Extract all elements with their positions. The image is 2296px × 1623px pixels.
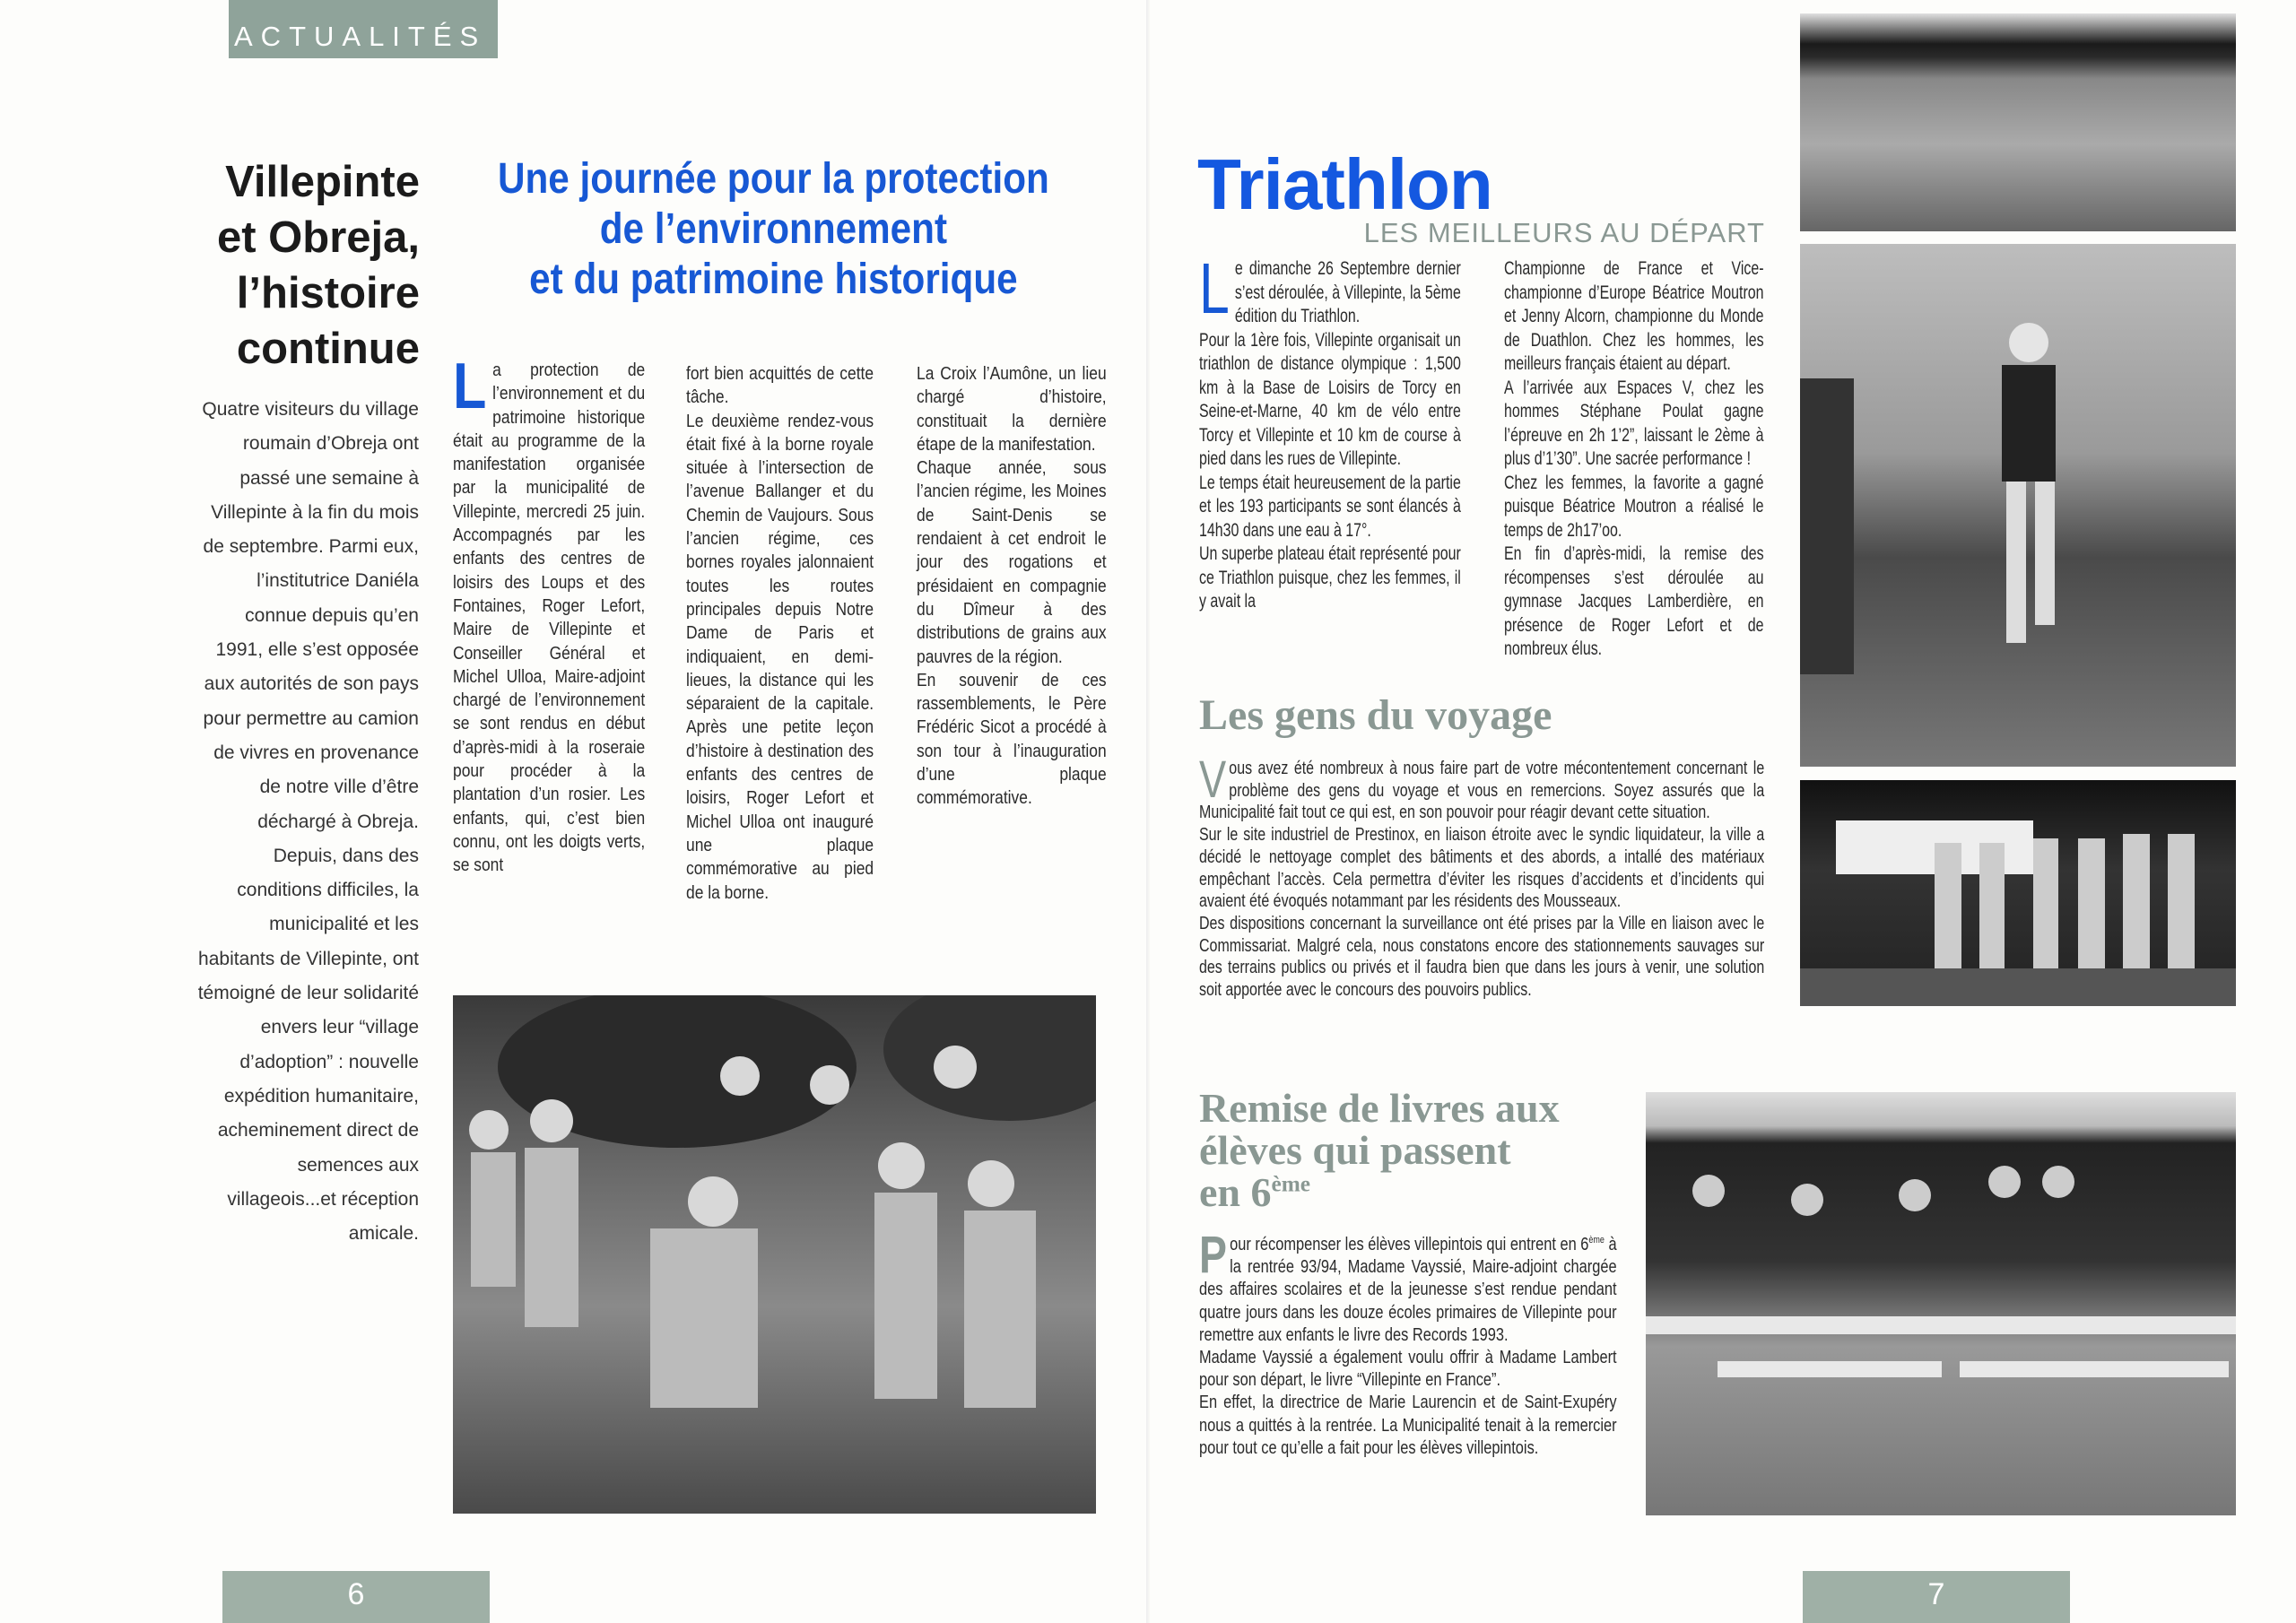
paragraph: Un superbe plateau était représenté pour ce Triathlon puisque, chez les femmes, il y avait la — [1199, 543, 1461, 612]
paragraph: La Croix l’Aumône, un lieu chargé d’histoire, constituait la dernière étape de la manifestation. — [917, 363, 1107, 455]
environment-col-2 — [686, 362, 874, 905]
paragraph: ous avez été nombreux à nous faire part de votre mécontentement concernant le problème des gens du voyage et vous en remercions. Soyez assurés que la Municipalité fait tout ce qui est, en son pouvoir pour réagir devant cette situation. — [1199, 758, 1765, 823]
page-number-left: 6 — [222, 1571, 490, 1623]
paragraph: e dimanche 26 Septembre dernier s’est déroulée, à Villepinte, la 5ème édition du Triathlon. — [1234, 258, 1461, 326]
title-line — [1199, 1171, 1560, 1213]
triathlon-col-1 — [1199, 248, 1461, 614]
voyage-title: Les gens du voyage — [1199, 691, 1552, 739]
paragraph: A l’arrivée aux Espaces V, chez les hommes Stéphane Poulat gagne l’épreuve en 2h 1’2”, laissant le 2ème à plus d’1’30”. Une sacrée performance ! — [1504, 377, 1764, 469]
paragraph: Championne de France et Vice-championne d’Europe Béatrice Moutron et Jenny Alcorn, championne du Monde de Duathlon. Chez les hommes, les meilleurs français étaient au départ. — [1504, 258, 1764, 374]
paragraph: Depuis, dans des conditions difficiles, la municipalité et les habitants de Villepinte, ont témoigné de leur solidarité envers leur “village d’adoption” : nouvelle expédition humanitaire, acheminement direct de semences aux villageois...et réception amicale. — [197, 845, 419, 1245]
paragraph: Chez les femmes, la favorite a gagné puisque Béatrice Moutron a réalisé le temps de 2h17’oo. — [1504, 472, 1764, 541]
page-gutter — [1146, 0, 1150, 1623]
superscript: ème — [1271, 1171, 1311, 1197]
environment-title — [444, 154, 1103, 305]
drop-cap: L — [1199, 248, 1230, 328]
superscript: ème — [1588, 1235, 1605, 1246]
paragraph: Le temps était heureusement de la partie et les 193 participants se sont élancés à 14h30 dans une eau à 17°. — [1199, 472, 1461, 541]
paragraph: fort bien acquittés de cette tâche. — [686, 363, 874, 408]
drop-cap: L — [453, 351, 487, 422]
tree-planting-photo — [453, 995, 1096, 1514]
paragraph: Pour la 1ère fois, Villepinte organisait un triathlon de distance olympique : 1,500 km à la Base de Loisirs de Torcy en Seine-et-Marne, 40 km de vélo entre Torcy et Villepinte et 10 km de course à pied dans les rues de Villepinte. — [1199, 329, 1461, 469]
paragraph: Madame Vayssié a également voulu offrir à Madame Lambert pour son départ, le livre “Villepinte en France”. — [1199, 1347, 1617, 1391]
paragraph: Sur le site industriel de Prestinox, en liaison étroite avec le syndic liquidateur, la ville a décidé le nettoyage complet des bâtiments et des abords, a intallé des matériaux empêchant l’accès. Cela permettra d’éviter les risques d’accidents et d’incidents qui avaient été évoqués notammant par les résidents des Mousseaux. — [1199, 824, 1765, 912]
title-line: l’histoire — [236, 269, 420, 317]
paragraph: a protection de l’environnement et du patrimoine historique était au programme de la manifestation organisée par la municipalité de Villepinte, mercredi 25 juin. Accompagnés par les enfants des centres de loisirs des Loups et des Fontaines, Roger Lefort, Maire de Villepinte et Conseiller Général et Michel Ulloa, Maire-adjoint chargé de l’environnement se sont rendus en début d’après-midi à la roseraie pour procéder à la plantation d’un rosier. Les enfants, qui, c’est bien connu, ont les doigts verts, se sont — [453, 360, 646, 876]
title-line: Remise de livres aux — [1199, 1085, 1560, 1131]
livres-title — [1199, 1087, 1560, 1213]
paragraph: Chaque année, sous l’ancien régime, les Moines de Saint-Denis se rendaient à cet endroit le jour des rogations et présidaient en compagnie du Dîmeur à des distributions de grains aux pauvres de la région. — [917, 457, 1107, 667]
classroom-photo — [1646, 1092, 2236, 1515]
title-line: élèves qui passent — [1199, 1127, 1511, 1173]
paragraph: Le deuxième rendez-vous était fixé à la borne royale située à l’intersection de l’avenue Ballanger et du Chemin de Vaujours. Sous l’ancien régime, ces bornes royales jalonnaient toutes les routes principales depuis Notre Dame de Paris et indiquaient, en demi-lieues, la distance qui les séparaient de la capitale. Après une petite leçon d’histoire à destination des enfants des centres de loisirs, Roger Lefort et Michel Ulloa ont inauguré une plaque commémorative au pied de la borne. — [686, 410, 874, 903]
triathlon-title: Triathlon — [1197, 144, 1492, 224]
paragraph: En fin d’après-midi, la remise des récompenses s’est déroulée au gymnase Jacques Lamberdière, en présence de Roger Lefort et de nombreux élus. — [1504, 543, 1764, 659]
page-number-right: 7 — [1803, 1571, 2070, 1623]
section-header: ACTUALITÉS — [229, 0, 498, 58]
voyage-text — [1199, 751, 1765, 1002]
obreja-text — [193, 393, 419, 1251]
paragraph: Quatre visiteurs du village roumain d’Obreja ont passé une semaine à Villepinte à la fin du mois de septembre. Parmi eux, l’institutrice Daniéla connue depuis qu’en 1991, elle s’est opposée aux autorités de son pays pour permettre au camion de vivres en provenance de notre ville d’être déchargé à Obreja. — [202, 399, 419, 832]
title-line: Villepinte — [225, 158, 420, 206]
text: our récompenser les élèves villepintois qui entrent en 6 — [1230, 1234, 1589, 1254]
paragraph: En souvenir de ces rassemblements, le Père Frédéric Sicot a procédé à son tour à l’inauguration d’une plaque commémorative. — [917, 669, 1107, 809]
paragraph — [1199, 1226, 1617, 1346]
title-line: continue — [236, 325, 420, 373]
drop-cap: V — [1199, 751, 1227, 809]
livres-text — [1199, 1226, 1617, 1459]
title-line: de l’environnement — [599, 205, 948, 253]
title-line: et Obreja, — [216, 213, 420, 262]
environment-col-3 — [917, 362, 1107, 811]
title-line: Une journée pour la protection — [497, 155, 1049, 203]
swim-start-photo — [1800, 13, 2236, 231]
paragraph: Des dispositions concernant la surveillance ont été prises par la Ville en liaison avec le Commissariat. Malgré cela, nous constatons encore des stationnements sauvages sur des terrains publics ou privés et il faudra bien que dans les jours à venir, une solution soit apportée avec le concours des pouvoirs publics. — [1199, 912, 1765, 1001]
paragraph: En effet, la directrice de Marie Laurencin et de Saint-Exupéry nous a quittés à la rentrée. La Municipalité tenait à la remercier pour tout ce qu’elle a fait pour les élèves villepintois. — [1199, 1392, 1617, 1458]
awards-stage-photo — [1800, 780, 2236, 1006]
triathlon-subtitle: LES MEILLEURS AU DÉPART — [1363, 217, 1765, 248]
drop-cap: P — [1199, 1226, 1227, 1284]
environment-col-1 — [453, 351, 646, 878]
title-text: en 6 — [1199, 1169, 1272, 1215]
obreja-title — [152, 154, 420, 377]
title-line: et du patrimoine historique — [529, 256, 1018, 303]
text: à la rentrée 93/94, Madame Vayssié, Maire-adjoint chargée des affaires scolaires et de la jeunesse s’est rendue pendant quatre jours dans les douze écoles primaires de Villepinte pour remettre aux enfants le livre des Records 1993. — [1199, 1234, 1617, 1345]
triathlon-col-2 — [1504, 257, 1764, 662]
runner-finish-photo — [1800, 244, 2236, 767]
